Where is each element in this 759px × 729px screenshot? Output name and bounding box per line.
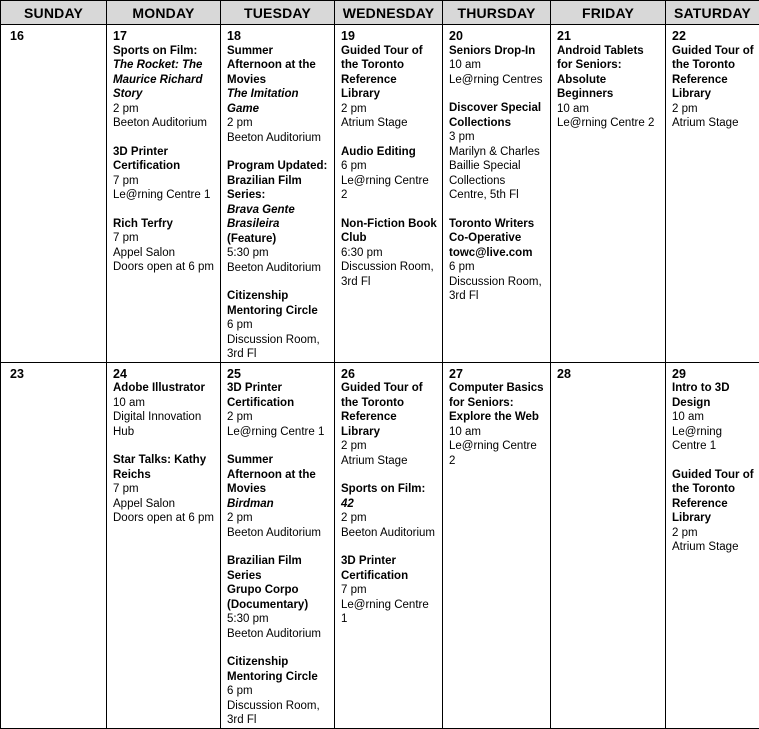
event-entry[interactable] [227, 554, 329, 641]
event-time: 3 pm [449, 130, 545, 145]
event-entry[interactable] [672, 381, 754, 454]
event-entry[interactable] [113, 44, 215, 131]
event-subtitle: The Rocket: The Maurice Richard Story [113, 58, 215, 102]
event-title: Program Updated: Brazilian Film Series: [227, 159, 329, 203]
event-entry[interactable] [449, 217, 545, 304]
day-number: 27 [449, 367, 545, 382]
event-location: Le@rning Centres [449, 73, 545, 88]
event-time: 5:30 pm [227, 612, 329, 627]
event-time: 2 pm [341, 102, 437, 117]
event-location: Discussion Room, 3rd Fl [227, 333, 329, 362]
event-time: 6 pm [227, 684, 329, 699]
day-cell [551, 25, 666, 363]
event-entry[interactable] [113, 381, 215, 439]
event-location: Beeton Auditorium [227, 261, 329, 276]
event-time: 6 pm [227, 318, 329, 333]
event-location: Le@rning Centre 2 [449, 439, 545, 468]
event-entry[interactable] [227, 44, 329, 146]
event-entry[interactable] [449, 381, 545, 468]
event-location: Le@rning Centre 1 [113, 188, 215, 203]
event-note: Doors open at 6 pm [113, 260, 215, 275]
event-title-extra: Grupo Corpo (Documentary) [227, 583, 329, 612]
event-entry[interactable] [672, 44, 754, 131]
event-entry[interactable] [227, 159, 329, 275]
weekday-header-row [1, 1, 759, 25]
day-number: 18 [227, 29, 329, 44]
day-number: 22 [672, 29, 754, 44]
day-number: 19 [341, 29, 437, 44]
event-title: Rich Terfry [113, 217, 215, 232]
event-entry[interactable] [113, 145, 215, 203]
event-time: 7 pm [113, 174, 215, 189]
event-location: Discussion Room, 3rd Fl [341, 260, 437, 289]
day-number: 26 [341, 367, 437, 382]
week-row [1, 362, 759, 728]
event-title: Sports on Film: [113, 44, 215, 59]
day-cell [666, 25, 759, 363]
event-time: 6 pm [449, 260, 545, 275]
weekday-header: MONDAY [107, 1, 221, 25]
event-time: 7 pm [113, 482, 215, 497]
event-time: 10 am [672, 410, 754, 425]
event-location: Marilyn & Charles Baillie Special Collections Centre, 5th Fl [449, 145, 545, 203]
event-time: 10 am [449, 58, 545, 73]
event-entry[interactable] [341, 554, 437, 627]
event-title: Citizenship Mentoring Circle [227, 289, 329, 318]
event-title: 3D Printer Certification [227, 381, 329, 410]
event-location: Le@rning Centre 2 [341, 174, 437, 203]
event-time: 7 pm [113, 231, 215, 246]
day-cell [335, 362, 443, 728]
day-number: 17 [113, 29, 215, 44]
weekday-header: WEDNESDAY [335, 1, 443, 25]
event-time: 6 pm [341, 159, 437, 174]
weekday-header: THURSDAY [443, 1, 551, 25]
weekday-header: FRIDAY [551, 1, 666, 25]
event-title: Android Tablets for Seniors: Absolute Beginners [557, 44, 660, 102]
event-time: 10 am [449, 425, 545, 440]
event-title: Intro to 3D Design [672, 381, 754, 410]
event-title: 3D Printer Certification [341, 554, 437, 583]
event-subtitle: Brava Gente Brasileira [227, 203, 329, 232]
event-film-title: The Imitation Game [227, 87, 329, 116]
day-cell [221, 362, 335, 728]
event-title: Audio Editing [341, 145, 437, 160]
day-cell [107, 25, 221, 363]
day-cell [335, 25, 443, 363]
event-time: 2 pm [113, 102, 215, 117]
event-location: Beeton Auditorium [113, 116, 215, 131]
event-time: 5:30 pm [227, 246, 329, 261]
event-title: Non-Fiction Book Club [341, 217, 437, 246]
weekday-header: SATURDAY [666, 1, 759, 25]
event-entry[interactable] [449, 44, 545, 88]
event-time: 2 pm [341, 511, 437, 526]
event-location: Le@rning Centre 1 [341, 598, 437, 627]
event-film-title: Birdman [227, 497, 329, 512]
event-title: Summer Afternoon at the Movies [227, 453, 329, 497]
day-cell [221, 25, 335, 363]
event-time: 2 pm [672, 102, 754, 117]
event-entry[interactable] [113, 217, 215, 275]
event-entry[interactable] [341, 145, 437, 203]
event-entry[interactable] [113, 453, 215, 526]
event-entry[interactable] [227, 381, 329, 439]
event-title: Guided Tour of the Toronto Reference Library [341, 44, 437, 102]
event-location: Le@rning Centre 1 [227, 425, 329, 440]
event-title-extra: (Feature) [227, 232, 329, 247]
day-number: 24 [113, 367, 215, 382]
day-number: 16 [10, 29, 101, 44]
event-entry[interactable] [672, 468, 754, 555]
event-time: 2 pm [341, 439, 437, 454]
event-location: Discussion Room, 3rd Fl [449, 275, 545, 304]
event-title: Guided Tour of the Toronto Reference Library [341, 381, 437, 439]
event-title: Summer Afternoon at the Movies [227, 44, 329, 88]
event-time: 10 am [557, 102, 660, 117]
event-location: Digital Innovation Hub [113, 410, 215, 439]
event-time: 10 am [113, 396, 215, 411]
day-number: 20 [449, 29, 545, 44]
event-location: Atrium Stage [672, 116, 754, 131]
day-cell [443, 25, 551, 363]
event-location: Le@rning Centre 2 [557, 116, 660, 131]
event-location: Atrium Stage [341, 116, 437, 131]
event-title: Discover Special Collections [449, 101, 545, 130]
event-entry[interactable] [227, 289, 329, 362]
event-location: Beeton Auditorium [227, 627, 329, 642]
event-location: Le@rning Centre 1 [672, 425, 754, 454]
event-time: 2 pm [227, 410, 329, 425]
week-row [1, 25, 759, 363]
event-time: 6:30 pm [341, 246, 437, 261]
event-time: 2 pm [227, 116, 329, 131]
event-entry[interactable] [227, 655, 329, 728]
event-entry[interactable] [341, 44, 437, 131]
event-title: Seniors Drop-In [449, 44, 545, 59]
event-note: Doors open at 6 pm [113, 511, 215, 526]
day-cell [551, 362, 666, 728]
event-location: Appel Salon [113, 246, 215, 261]
event-entry[interactable] [341, 482, 437, 540]
event-title: Computer Basics for Seniors: Explore the Web [449, 381, 545, 425]
event-location: Atrium Stage [672, 540, 754, 555]
weekday-header: TUESDAY [221, 1, 335, 25]
event-title: Toronto Writers Co-Operative towc@live.com [449, 217, 545, 261]
event-location: Beeton Auditorium [227, 131, 329, 146]
day-number: 21 [557, 29, 660, 44]
day-cell [1, 25, 107, 363]
day-number: 23 [10, 367, 101, 382]
event-entry[interactable] [449, 101, 545, 203]
event-title: Citizenship Mentoring Circle [227, 655, 329, 684]
weekday-header: SUNDAY [1, 1, 107, 25]
event-location: Appel Salon [113, 497, 215, 512]
event-location: Beeton Auditorium [227, 526, 329, 541]
day-number: 29 [672, 367, 754, 382]
event-title: Brazilian Film Series [227, 554, 329, 583]
event-subtitle: 42 [341, 497, 437, 512]
event-time: 7 pm [341, 583, 437, 598]
event-time: 2 pm [672, 526, 754, 541]
day-cell [1, 362, 107, 728]
event-entry[interactable] [341, 217, 437, 290]
event-title: 3D Printer Certification [113, 145, 215, 174]
event-location: Beeton Auditorium [341, 526, 437, 541]
day-cell [107, 362, 221, 728]
event-title: Star Talks: Kathy Reichs [113, 453, 215, 482]
day-cell [666, 362, 759, 728]
day-cell [443, 362, 551, 728]
event-entry[interactable] [227, 453, 329, 540]
event-location: Discussion Room, 3rd Fl [227, 699, 329, 728]
day-number: 28 [557, 367, 660, 382]
event-title: Guided Tour of the Toronto Reference Library [672, 468, 754, 526]
day-number: 25 [227, 367, 329, 382]
event-location: Atrium Stage [341, 454, 437, 469]
event-entry[interactable] [341, 381, 437, 468]
event-title: Guided Tour of the Toronto Reference Library [672, 44, 754, 102]
event-entry[interactable] [557, 44, 660, 131]
event-title: Sports on Film: [341, 482, 437, 497]
event-title: Adobe Illustrator [113, 381, 215, 396]
event-time: 2 pm [227, 511, 329, 526]
